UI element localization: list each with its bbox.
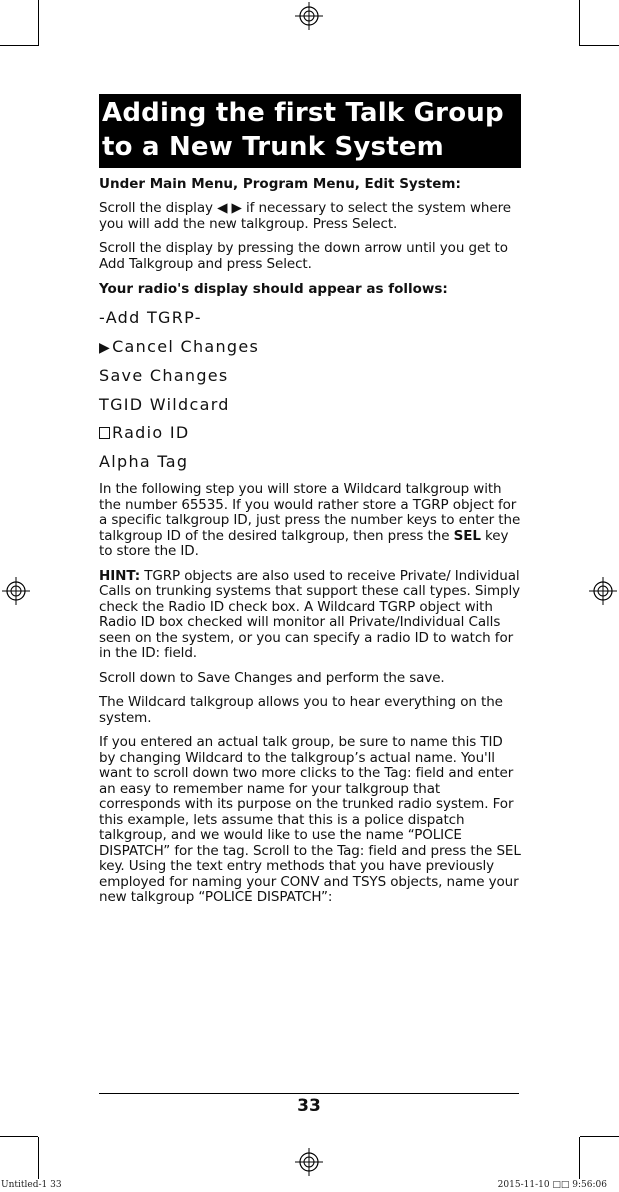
display-line-radio-id <box>99 419 521 448</box>
display-line-save-changes: Save Changes <box>99 366 229 385</box>
footer-divider <box>99 1093 519 1094</box>
crop-mark-bottom-left <box>0 1136 38 1137</box>
actual-talkgroup-paragraph: If you entered an actual talk group, be sure to name this TID by changing Wildcard to the talkgroup’s actual name. You'll want to scroll down two more clicks to the Tag: field and enter an easy to remember name for your talkgroup that corresponds with its purpose on the trunked radio system. For this example, lets assume that this is a police dispatch talkgroup, and we would like to use the name “POLICE DISPATCH” for the tag. Scroll to the Tag: field and press the SEL key. Using the text entry methods that you have previously employed for naming your CONV and TSYS objects, name your new talkgroup “POLICE DISPATCH”: <box>99 734 521 905</box>
hint-text: TGRP objects are also used to receive Private/ Individual Calls on trunking systems that support these call types. Simply check the Radio ID check box. A Wildcard TGRP object with Radio ID box checked will monitor all Private/Individual Calls seen on the system, or you can specify a radio ID to watch for in the ID: field. <box>99 567 521 661</box>
wildcard-paragraph: The Wildcard talkgroup allows you to hear everything on the system. <box>99 694 503 726</box>
display-line-add-tgrp: -Add TGRP- <box>99 308 202 327</box>
hint-paragraph <box>99 569 521 662</box>
registration-target-icon <box>2 577 30 605</box>
checkbox-icon <box>99 427 110 439</box>
selection-arrow-icon: ▶ <box>99 339 112 356</box>
display-intro-heading: Your radio's display should appear as follows: <box>99 281 448 297</box>
page-number: 33 <box>297 1096 321 1116</box>
scroll-display-paragraph: Scroll the display ◀ ▶ if necessary to select the system where you will add the new talkgroup. Press Select. <box>99 200 511 232</box>
page-content <box>99 94 521 906</box>
crop-mark-bottom-right <box>580 1136 619 1137</box>
print-slug-timestamp: 2015-11-10 □□ 9:56:06 <box>497 1180 607 1190</box>
hint-label: HINT: <box>99 567 140 584</box>
crop-mark-top-left <box>0 45 38 46</box>
radio-id-label: Radio ID <box>112 423 190 442</box>
radio-display <box>99 304 521 476</box>
registration-target-icon <box>295 1148 323 1176</box>
crop-mark-top-right <box>579 0 580 46</box>
crop-mark-top-right <box>580 45 619 46</box>
registration-target-icon <box>589 577 617 605</box>
menu-path-heading: Under Main Menu, Program Menu, Edit System: <box>99 176 461 192</box>
print-slug-filename: Untitled-1 33 <box>1 1180 62 1190</box>
crop-mark-bottom-right <box>579 1137 580 1179</box>
cancel-changes-label: Cancel Changes <box>112 336 260 356</box>
crop-mark-top-left <box>38 0 39 46</box>
crop-mark-bottom-left <box>38 1137 39 1179</box>
following-step-text-end: key to store the ID. <box>99 527 509 559</box>
display-line-alpha-tag: Alpha Tag <box>99 451 189 471</box>
page-title: Adding the first Talk Group to a New Trunk System <box>99 94 521 168</box>
sel-key-label: SEL <box>453 527 481 544</box>
registration-target-icon <box>295 2 323 30</box>
scroll-down-paragraph: Scroll the display by pressing the down arrow until you get to Add Talkgroup and press Select. <box>99 240 508 272</box>
following-step-paragraph <box>99 482 521 560</box>
save-paragraph: Scroll down to Save Changes and perform the save. <box>99 669 445 686</box>
following-step-text: In the following step you will store a Wildcard talkgroup with the number 65535. If you would rather store a TGRP object for a specific talkgroup ID, just press the number keys to enter the talkgroup ID of the desired talkgroup, then press the <box>99 481 521 544</box>
display-line-cancel-changes <box>99 333 521 363</box>
display-line-tgid-wildcard: TGID Wildcard <box>99 394 230 414</box>
